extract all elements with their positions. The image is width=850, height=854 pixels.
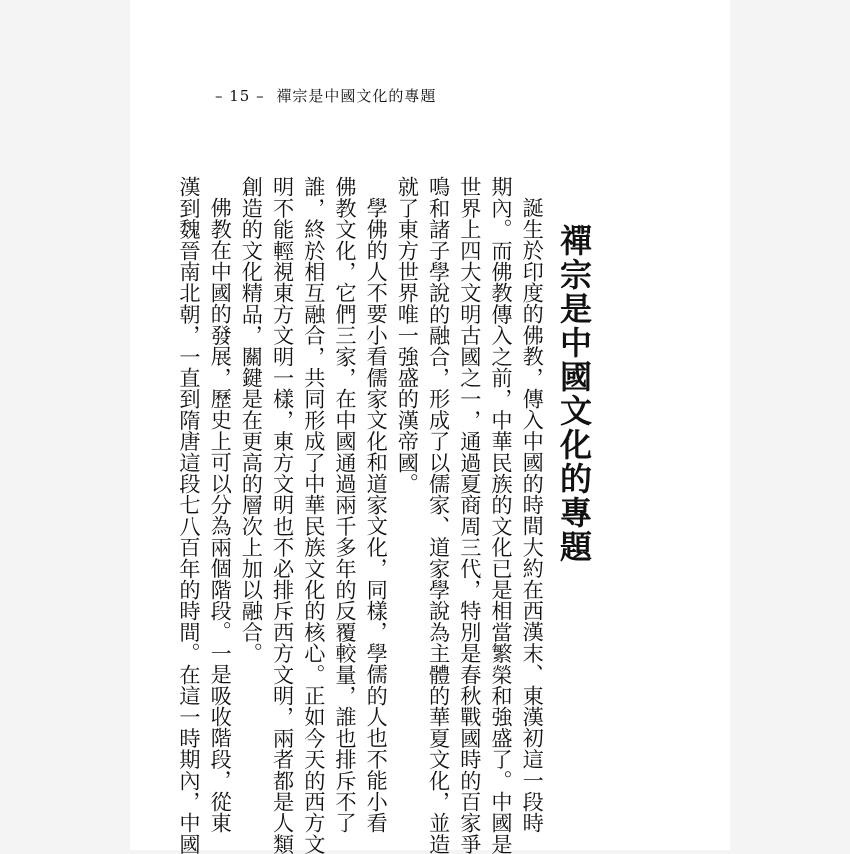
text-column: 學佛的人不要小看儒家文化和道家文化，同樣，學儒的人也不能小看: [364, 197, 390, 833]
text-column: 鳴和諸子學說的融合，形成了以儒家、道家學說為主體的華夏文化，並造: [426, 176, 452, 854]
text-column: 創造的文化精品，關鍵是在更高的層次上加以融合。: [239, 176, 265, 664]
text-column: 誕生於印度的佛教，傳入中國的時間大約在西漢末、東漢初這一段時: [520, 197, 546, 833]
text-column: 誰，終於相互融合，共同形成了中華民族文化的核心。正如今天的西方文: [301, 176, 327, 854]
text-column: 漢到魏晉南北朝，一直到隋唐這段七八百年的時間。在這一時期內，中國: [177, 176, 202, 854]
text-column: 世界上四大文明古國之一，通過夏商周三代，特別是春秋戰國時的百家爭: [457, 176, 483, 854]
text-column: 期內。而佛教傳入之前，中華民族的文化已是相當繁榮和強盛了。中國是: [489, 176, 514, 854]
text-column: 就了東方世界唯一強盛的漢帝國。: [395, 176, 421, 494]
page-header: [215, 86, 436, 106]
chapter-title: 禪宗是中國文化的專題: [555, 224, 593, 564]
text-column: 佛教文化，它們三家，在中國通過兩千多年的反覆較量，誰也排斥不了: [333, 176, 358, 834]
running-title: 禪宗是中國文化的專題: [276, 87, 437, 105]
text-column: 明不能輕視東方文明一樣，東方文明也不必排斥西方文明，兩者都是人類: [270, 176, 296, 854]
text-column: 佛教在中國的發展，歷史上可以分為兩個階段。一是吸收階段，從東: [208, 197, 234, 833]
page-number: – 15 –: [215, 87, 265, 105]
